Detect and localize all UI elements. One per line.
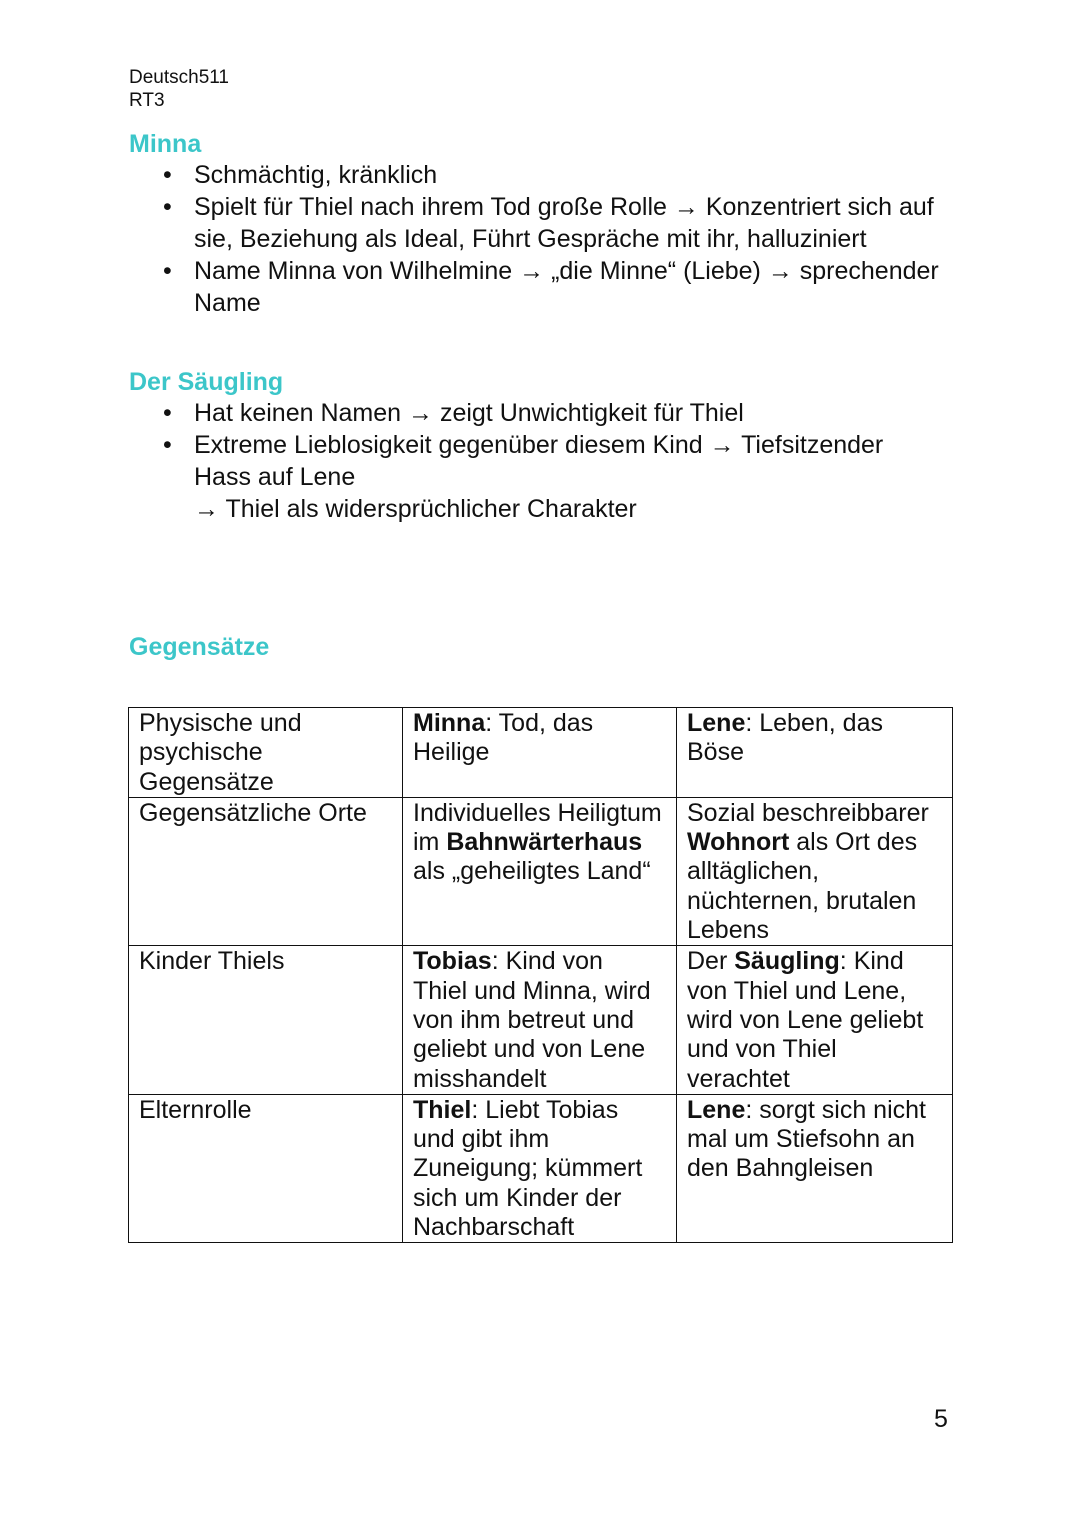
table-cell: Lene: sorgt sich nicht mal um Stiefsohn an den Bahngleisen	[677, 1094, 953, 1242]
document-header	[129, 66, 229, 112]
list-item: • Hat keinen Namen → zeigt Unwichtigkeit für Thiel	[163, 397, 963, 429]
table-cell: Minna: Tod, das Heilige	[403, 708, 677, 798]
table-cell: Sozial beschreibbarer Wohnort als Ort des alltäglichen, nüchternen, brutalen Lebens	[677, 797, 953, 945]
table-cell: Tobias: Kind von Thiel und Minna, wird von ihm betreut und geliebt und von Lene misshandelt	[403, 946, 677, 1094]
comparison-table	[128, 707, 953, 1243]
table-cell: Kinder Thiels	[129, 946, 403, 1094]
list-item: • Schmächtig, kränklich	[163, 159, 963, 191]
table-row	[129, 1094, 953, 1242]
heading-saeugling: Der Säugling	[129, 368, 284, 396]
table-cell: Der Säugling: Kind von Thiel und Lene, wird von Lene geliebt und von Thiel verachtet	[677, 946, 953, 1094]
table-cell: Elternrolle	[129, 1094, 403, 1242]
heading-minna: Minna	[129, 130, 202, 158]
heading-gegensaetze: Gegensätze	[129, 633, 270, 661]
table-row	[129, 946, 953, 1094]
table-cell: Thiel: Liebt Tobias und gibt ihm Zuneigung; kümmert sich um Kinder der Nachbarschaft	[403, 1094, 677, 1242]
header-code: RT3	[129, 90, 165, 111]
saeugling-bullet-list	[163, 397, 963, 525]
header-course: Deutsch511	[129, 67, 229, 88]
table-cell: Gegensätzliche Orte	[129, 797, 403, 945]
list-item: • Name Minna von Wilhelmine → „die Minne“ (Liebe) → sprechender Name	[163, 255, 963, 319]
table-cell: Lene: Leben, das Böse	[677, 708, 953, 798]
table-row	[129, 797, 953, 945]
table-row	[129, 708, 953, 798]
page-number: 5	[934, 1405, 948, 1433]
table-cell: Physische und psychische Gegensätze	[129, 708, 403, 798]
list-item: • Spielt für Thiel nach ihrem Tod große Rolle → Konzentriert sich auf sie, Beziehung als Ideal, Führt Gespräche mit ihr, halluziniert	[163, 191, 963, 255]
minna-bullet-list	[163, 159, 963, 319]
list-item: • Extreme Lieblosigkeit gegenüber diesem Kind → Tiefsitzender Hass auf Lene → Thiel als widersprüchlicher Charakter	[163, 429, 963, 525]
table-cell: Individuelles Heiligtum im Bahnwärterhaus als „geheiligtes Land“	[403, 797, 677, 945]
